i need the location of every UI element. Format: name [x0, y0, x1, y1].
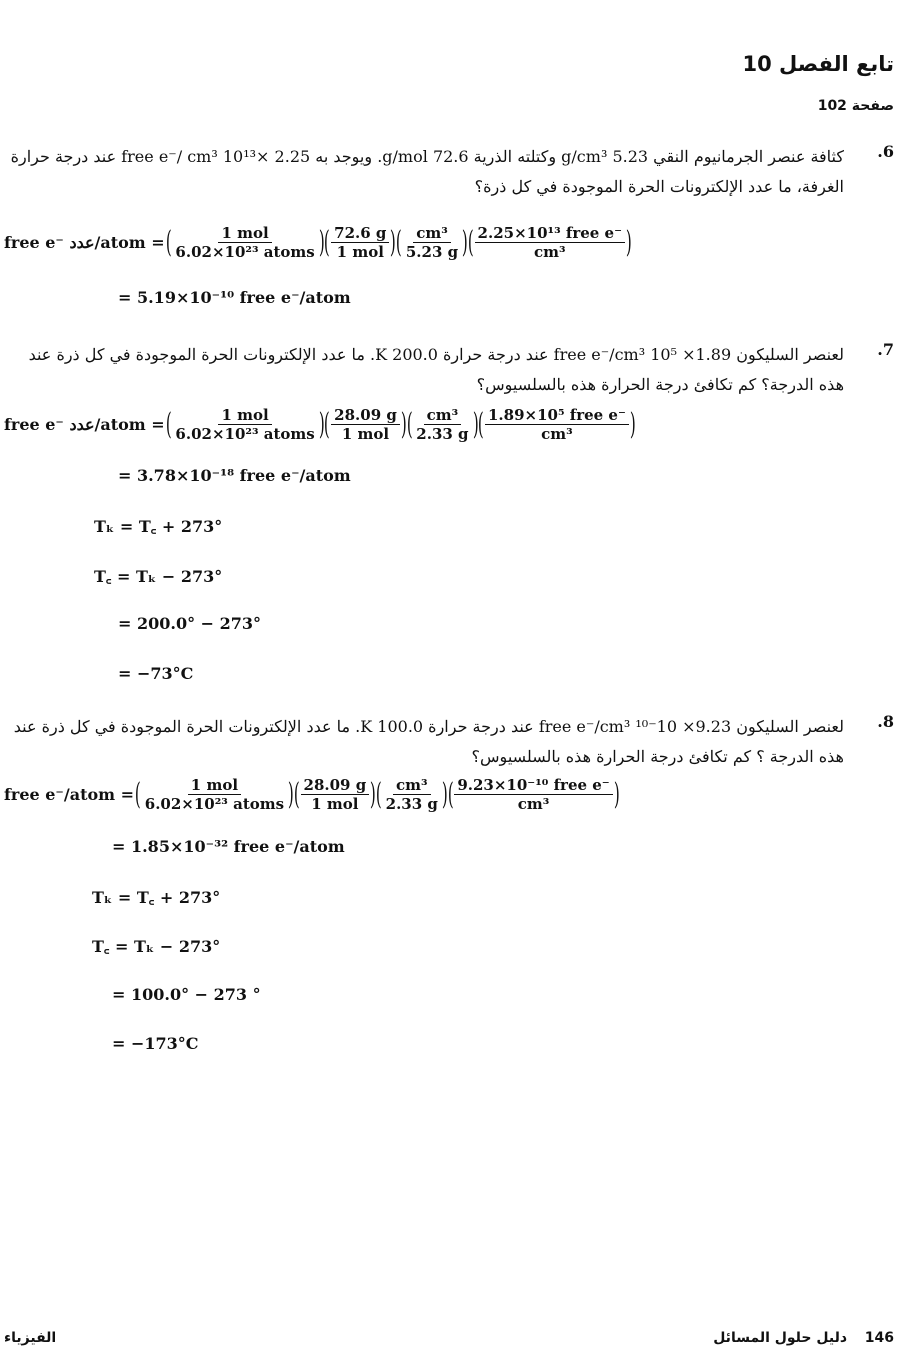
paren-close: ) [625, 224, 632, 260]
footer-page-number: 146 [864, 1330, 894, 1346]
problem-8-step-2: T꜀ = Tₖ − 273° [92, 937, 221, 956]
problem-7-step-4: = −73°C [118, 664, 194, 683]
fraction-denominator: 5.23 g [405, 243, 459, 261]
fraction [172, 224, 317, 261]
fraction-denominator: cm³ [541, 425, 573, 443]
fraction [331, 224, 389, 261]
paren-open: ( [478, 406, 485, 442]
paren-open: ( [375, 776, 382, 812]
problem-7-equation [4, 406, 635, 443]
problem-7-step-3: = 200.0° − 273° [118, 614, 262, 633]
fraction [475, 224, 625, 261]
fraction [142, 776, 287, 813]
paren-close: ) [472, 406, 479, 442]
fraction-numerator: 28.09 g [331, 406, 400, 425]
paren-open: ( [467, 224, 474, 260]
paren-open: ( [165, 224, 172, 260]
paren-close: ) [629, 406, 636, 442]
fraction-denominator: 1 mol [341, 425, 390, 443]
fraction [172, 406, 317, 443]
problem-6-text: كثافة عنصر الجرمانيوم النقي 5.23 g/cm³ وكتلته الذرية 72.6 g/mol. ويوجد به 2.25 ×10¹³ free e⁻/ cm³ عند درجة حرارة الغرفة، ما عدد الإلكترونات الحرة الموجودة في كل ذرة؟ [10, 147, 844, 196]
paren-open: ( [293, 776, 300, 812]
problem-6-result: = 5.19×10⁻¹⁰ free e⁻/atom [118, 288, 351, 307]
fraction [383, 776, 441, 813]
problem-7-step-1: Tₖ = T꜀ + 273° [94, 517, 223, 536]
paren-open: ( [134, 776, 141, 812]
paren-close: ) [370, 776, 376, 812]
paren-open: ( [165, 406, 172, 442]
fraction [403, 224, 461, 261]
problem-8-step-1: Tₖ = T꜀ + 273° [92, 888, 221, 907]
paren-close: ) [318, 224, 325, 260]
fraction-numerator: 2.25×10¹³ free e⁻ [475, 224, 625, 243]
fraction-numerator: cm³ [393, 776, 431, 795]
problem-8-text: لعنصر السليكون 9.23× 10⁻¹⁰ free e⁻/cm³ عند درجة حرارة 100.0 K. ما عدد الإلكترونات الحرة الموجودة في كل ذرة عند هذه الدرجة ؟ كم تكافئ درجة الحرارة هذه بالسلسيوس؟ [13, 717, 844, 766]
fraction-denominator: 6.02×10²³ atoms [175, 425, 315, 443]
paren-close: ) [400, 406, 407, 442]
paren-open: ( [396, 224, 402, 260]
paren-open: ( [406, 406, 413, 442]
paren-close: ) [390, 224, 397, 260]
problem-6-equation [4, 224, 631, 261]
paren-open: ( [324, 406, 331, 442]
paren-close: ) [462, 224, 468, 260]
paren-close: ) [613, 776, 620, 812]
fraction-numerator: 1 mol [218, 224, 271, 243]
problem-8-result: = 1.85×10⁻³² free e⁻/atom [112, 837, 345, 856]
paren-open: ( [447, 776, 454, 812]
paren-close: ) [318, 406, 325, 442]
footer-book-title: دليل حلول المسائل [713, 1330, 848, 1346]
fraction [331, 406, 400, 443]
fraction [485, 406, 629, 443]
fraction-numerator: 9.23×10⁻¹⁰ free e⁻ [454, 776, 612, 795]
equation-lhs: free e⁻ عدد/atom = [4, 415, 165, 434]
problem-7-number: 7. [877, 340, 894, 359]
fraction [301, 776, 370, 813]
page-reference: صفحة 102 [817, 98, 894, 114]
problem-6-number: 6. [877, 142, 894, 161]
chapter-title: تابع الفصل 10 [742, 52, 894, 76]
problem-7-result: = 3.78×10⁻¹⁸ free e⁻/atom [118, 466, 351, 485]
fraction-denominator: cm³ [517, 795, 550, 813]
fraction [454, 776, 612, 813]
problem-8-step-4: = −173°C [112, 1034, 199, 1053]
fraction-denominator: 2.33 g [385, 795, 438, 813]
footer-subject: الفيزياء [4, 1330, 57, 1346]
paren-close: ) [441, 776, 448, 812]
fraction-denominator: 6.02×10²³ atoms [144, 795, 285, 813]
fraction-numerator: cm³ [413, 224, 451, 243]
fraction-denominator: cm³ [533, 243, 566, 261]
fraction-denominator: 1 mol [336, 243, 384, 261]
equation-lhs: free e⁻ عدد/atom = [4, 233, 165, 252]
problem-8-equation [4, 776, 618, 813]
fraction-numerator: cm³ [424, 406, 462, 425]
fraction-numerator: 1 mol [218, 406, 271, 425]
equation-lhs: free e⁻/atom = [4, 785, 135, 804]
fraction-denominator: 2.33 g [416, 425, 469, 443]
fraction-numerator: 28.09 g [301, 776, 370, 795]
problem-8-step-3: = 100.0° − 273 ° [112, 985, 261, 1004]
problem-7-step-2: T꜀ = Tₖ − 273° [94, 567, 223, 586]
paren-open: ( [324, 224, 331, 260]
fraction-numerator: 72.6 g [331, 224, 389, 243]
fraction-numerator: 1.89×10⁵ free e⁻ [485, 406, 629, 425]
problem-8-number: 8. [877, 712, 894, 731]
fraction-numerator: 1 mol [188, 776, 241, 795]
problem-7-text: لعنصر السليكون 1.89× 10⁵ free e⁻/cm³ عند درجة حرارة 200.0 K. ما عدد الإلكترونات الحرة الموجودة في كل ذرة عند هذه الدرجة؟ كم تكافئ درجة الحرارة هذه بالسلسيوس؟ [28, 345, 844, 394]
fraction-denominator: 1 mol [311, 795, 359, 813]
fraction-denominator: 6.02×10²³ atoms [175, 243, 315, 261]
fraction [413, 406, 471, 443]
paren-close: ) [288, 776, 294, 812]
footer-page-info [713, 1330, 894, 1346]
